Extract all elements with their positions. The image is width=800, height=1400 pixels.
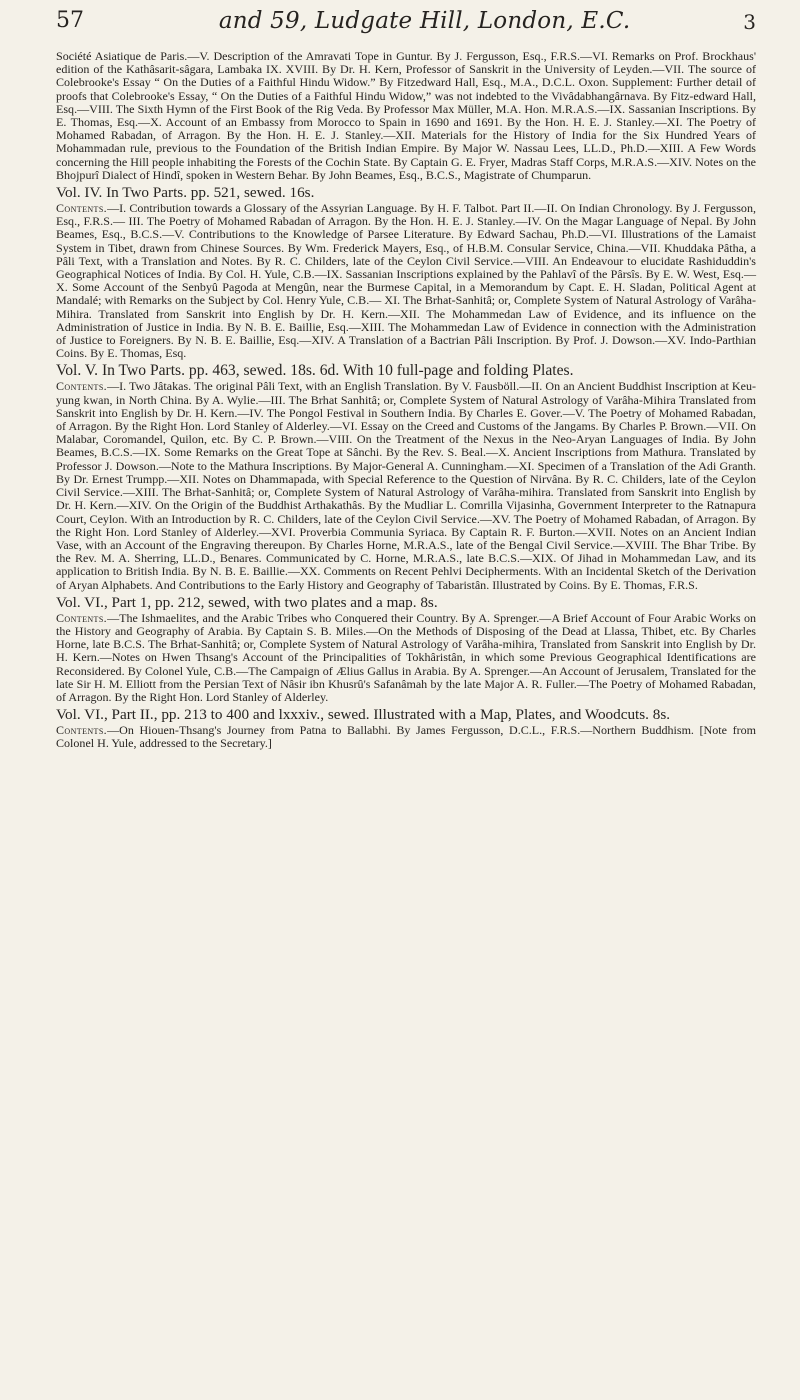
contents-text: —The Ishmaelites, and the Arabic Tribes who Conquered their Country. By A. Sprenger.—A Brief Account of Four Arabic Works on the History and Geography of Arabia. By Captain S. B. Miles.—On the Methods of Disposing of the Dead at Llassa, Thibet, etc. By Charles Horne, late B.C.S. The Brhat-Sanhitâ; or, Complete System of Natural Astrology of Varâha-mihira, Translated from Sanskrit into English by Dr. H. Kern.—Notes on Hwen Thsang's Account of the Principalities of Tokhâristân, in which some Previous Geographical Identifications are Reconsidered. By Colonel Yule, C.B.—The Campaign of Ælius Gallus in Arabia. By A. Sprenger.—An Account of Jerusalem, Translated for the late Sir H. M. Elliott from the Persian Text of Nâsir ibn Khusrû's Safanâmah by the late Major A. R. Fuller.—The Poetry of Mohamed Rabadan, of Arragon. By the Right Hon. Lord Stanley of Alderley. <box>56 610 756 704</box>
contents-paragraph <box>56 612 756 704</box>
volume-heading: Vol. V. In Two Parts. pp. 463, sewed. 18s. 6d. With 10 full-page and folding Plates. <box>56 362 574 380</box>
volume-heading: Vol. VI., Part 1, pp. 212, sewed, with two plates and a map. 8s. <box>56 593 438 611</box>
contents-label: Contents. <box>56 723 108 738</box>
contents-text: —I. Two Jâtakas. The original Pâli Text, with an English Translation. By V. Fausböll.—II. On an Ancient Buddhist Inscription at Keu-yung kwan, in North China. By A. Wylie.—III. The Brhat Sanhitâ; or, Complete System of Natural Astrology of Varâha-Mihira Translated from Sanskrit into English by Dr. H. Kern.—IV. The Pongol Festival in Southern India. By Charles E. Gover.—V. The Poetry of Mohamed Rabadan, of Arragon. By the Right Hon. Lord Stanley of Alderley.—VI. Essay on the Creed and Customs of the Jangams. By Charles P. Brown.—VII. On Malabar, Coromandel, Quilon, etc. By C. P. Brown.—VIII. On the Treatment of the Nexus in the Neo-Aryan Languages of India. By John Beames, B.C.S.—IX. Some Remarks on the Great Tope at Sânchi. By the Rev. S. Beal.—X. Ancient Inscriptions from Mathura. Translated by Professor J. Dowson.—Note to the Mathura Inscriptions. By Major-General A. Cunningham.—XI. Specimen of a Translation of the Adi Granth. By Dr. Ernest Trumpp.—XII. Notes on Dhammapada, with Special Reference to the Question of Nirvâna. By R. C. Childers, late of the Ceylon Civil Service.—XIII. The Brhat-Sanhitâ; or, Complete System of Natural Astrology of Varâha-mihira. Translated from Sanskrit into English by Dr. H. Kern.—XIV. On the Origin of the Buddhist Arthakathâs. By the Mudliar L. Comrilla Vijasinha, Government Interpreter to the Ratnapura Court, Ceylon. With an Introduction by R. C. Childers, late of the Ceylon Civil Service.—XV. The Poetry of Mohamed Rabadan, of Arragon. By the Right Hon. Lord Stanley of Alderley.—XVI. Proverbia Communia Syriaca. By Captain R. F. Burton.—XVII. Notes on an Ancient Indian Vase, with an Account of the Engraving thereupon. By Charles Horne, M.R.A.S., late of the Bengal Civil Service.—XVIII. The Bhar Tribe. By the Rev. M. A. Sherring, LL.D., Benares. Communicated by C. Horne, M.R.A.S., late B.C.S.—XIX. Of Jihad in Mohammedan Law, and its application to British India. By N. B. E. Baillie.—XX. Comments on Recent Pehlvi Decipherments. With an Incidental Sketch of the Derivation of Aryan Alphabets. And Contributions to the Early History and Geography of Tabaristân. Illustrated by Coins. By E. Thomas, F.R.S. <box>56 379 756 592</box>
contents-text: —On Hiouen-Thsang's Journey from Patna to Ballabhi. By James Fergusson, D.C.L., F.R.S.—Northern Buddhism. [Note from Colonel H. Yule, addressed to the Secretary.] <box>56 723 756 751</box>
running-head-page-number: 57 <box>56 8 84 33</box>
volume-heading: Vol. VI., Part II., pp. 213 to 400 and lxxxiv., sewed. Illustrated with a Map, Plates, and Woodcuts. 8s. <box>56 706 671 724</box>
running-head <box>56 8 756 42</box>
contents-paragraph <box>56 202 756 360</box>
volume-heading: Vol. IV. In Two Parts. pp. 521, sewed. 16s. <box>56 184 315 202</box>
contents-text: —I. Contribution towards a Glossary of the Assyrian Language. By H. F. Talbot. Part II.—II. On Indian Chronology. By J. Fergusson, Esq., F.R.S.— III. The Poetry of Mohamed Rabadan of Arragon. By the Hon. H. E. J. Stanley.—IV. On the Magar Language of Nepal. By John Beames, Esq., B.C.S.—V. Contributions to the Knowledge of Parsee Literature. By Edward Sachau, Ph.D.—VI. Illustrations of the Lamaist System in Tibet, drawn from Chinese Sources. By Wm. Frederick Mayers, Esq., of H.B.M. Consular Service, China.—VII. Khuddaka Pâtha, a Pâli Text, with a Translation and Notes. By R. C. Childers, late of the Ceylon Civil Service.—VIII. An Endeavour to elucidate Rashiduddin's Geographical Notices of India. By Col. H. Yule, C.B.—IX. Sassanian Inscriptions explained by the Pahlavî of the Pârsîs. By E. W. West, Esq.—X. Some Account of the Senbyû Pagoda at Mengûn, near the Burmese Capital, in a Memorandum by Capt. E. H. Sladan, Political Agent at Mandalé; with Remarks on the Subject by Col. Henry Yule, C.B.— XI. The Brhat-Sanhitâ; or, Complete System of Natural Astrology of Varâha-Mihira. Translated from Sanskrit into English by Dr. H. Kern.—XII. The Mohammedan Law of Evidence, and its influence on the Administration of Justice in India. By N. B. E. Baillie, Esq.—XIII. The Mohammedan Law of Evidence in connection with the Administration of Justice to Foreigners. By N. B. E. Baillie, Esq.—XIV. A Translation of a Bactrian Pâli Inscription. By Prof. J. Dowson.—XV. Indo-Parthian Coins. By E. Thomas, Esq. <box>56 201 756 361</box>
page-folio: 3 <box>743 10 756 34</box>
contents-label: Contents. <box>56 379 108 394</box>
document-body <box>56 50 756 751</box>
contents-paragraph <box>56 724 756 750</box>
contents-label: Contents. <box>56 201 108 216</box>
contents-label: Contents. <box>56 610 108 625</box>
contents-paragraph <box>56 380 756 591</box>
running-head-title: and 59, Ludgate Hill, London, E.C. <box>218 8 631 34</box>
body-paragraph: Société Asiatique de Paris.—V. Description of the Amravati Tope in Guntur. By J. Fergusson, Esq., F.R.S.—VI. Remarks on Prof. Brockhaus' edition of the Kathâsarit-sâgara, Lambaka IX. XVIII. By Dr. H. Kern, Professor of Sanskrit in the University of Leyden.—VII. The source of Colebrooke's Essay “ On the Duties of a Faithful Hindu Widow.” By Fitzedward Hall, Esq., M.A., D.C.L. Oxon. Supplement: Further detail of proofs that Colebrooke's Essay, “ On the Duties of a Faithful Hindu Widow,” was not indebted to the Vivâdabhangârnava. By Fitz-edward Hall, Esq.—VIII. The Sixth Hymn of the First Book of the Rig Veda. By Professor Max Müller, M.A. Hon. M.R.A.S.—IX. Sassanian Inscriptions. By E. Thomas, Esq.—X. Account of an Embassy from Morocco to Spain in 1690 and 1691. By the Hon. H. E. J. Stanley.—XI. The Poetry of Mohamed Rabadan, of Arragon. By the Hon. H. E. J. Stanley.—XII. Materials for the History of India for the Six Hundred Years of Mohammadan rule, previous to the Foundation of the British Indian Empire. By Major W. Nassau Lees, LL.D., Ph.D.—XIII. A Few Words concerning the Hill people inhabiting the Forests of the Cochin State. By Captain G. E. Fryer, Madras Staff Corps, M.R.A.S.—XIV. Notes on the Bhojpurî Dialect of Hindî, spoken in Western Behar. By John Beames, Esq., B.C.S., Magistrate of Chumparun. <box>56 49 756 182</box>
